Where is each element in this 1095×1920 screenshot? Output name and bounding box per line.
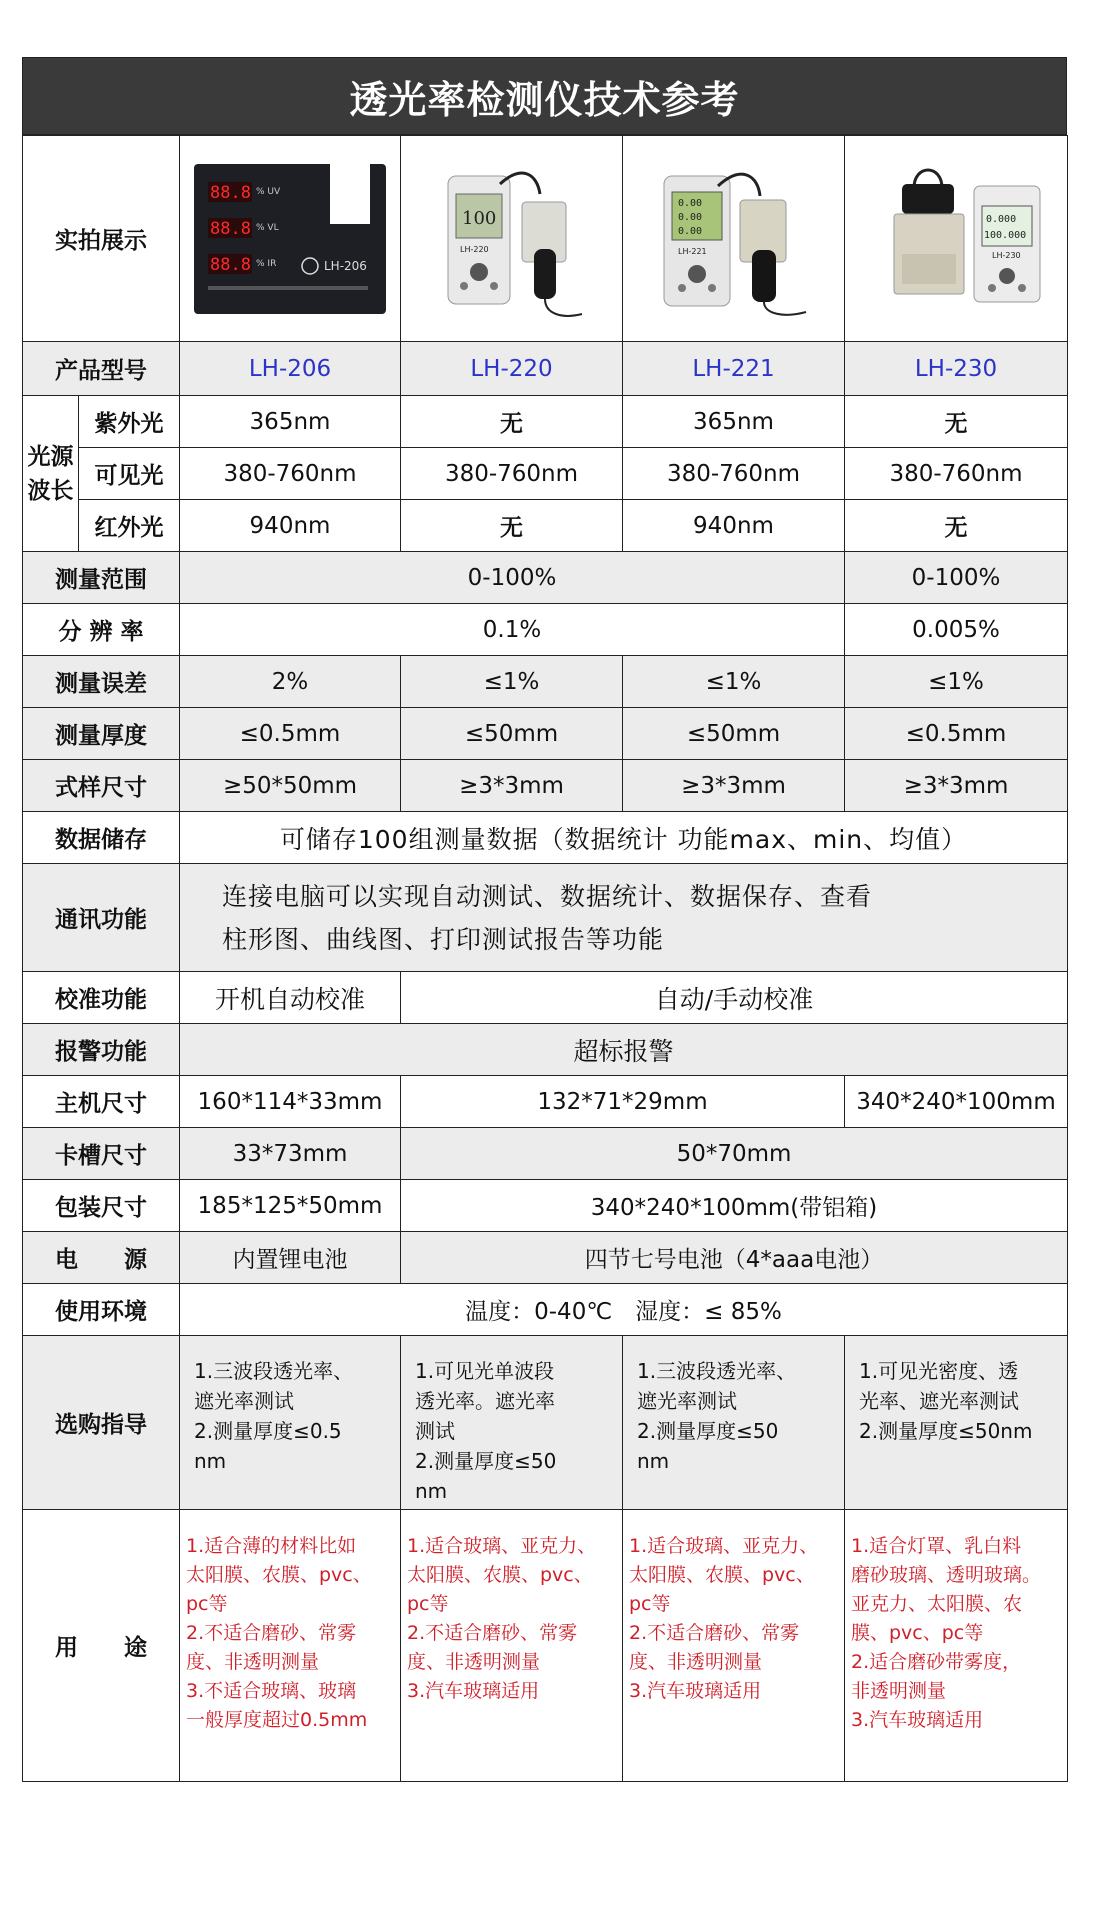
- row-label-visible: 可见光: [79, 448, 180, 500]
- product-photo-lh206: [180, 136, 401, 342]
- usage-text: 1.适合玻璃、亚克力、 太阳膜、农膜、pvc、 pc等 2.不适合磨砂、常雾 度、非透明测量 3.汽车玻璃适用: [407, 1535, 597, 1702]
- uv-row: [23, 396, 1068, 448]
- row-label-storage: 数据储存: [23, 812, 180, 864]
- svg-text:LH-221: LH-221: [677, 246, 707, 256]
- power-value: 内置锂电池: [180, 1232, 401, 1284]
- sample-size-value: ≥3*3mm: [845, 760, 1068, 812]
- sample-size-row: [23, 760, 1068, 812]
- thickness-value: ≤0.5mm: [180, 708, 401, 760]
- environment-value: 温度：0-40℃ 湿度：≤ 85%: [180, 1284, 1068, 1336]
- svg-text:88.8: 88.8: [210, 254, 251, 275]
- svg-text:0.00: 0.00: [677, 197, 702, 209]
- svg-text:100.000: 100.000: [984, 229, 1027, 241]
- guide-text: 1.可见光密度、透 光率、遮光率测试 2.测量厚度≤50nm: [859, 1359, 1033, 1443]
- svg-text:LH-220: LH-220: [459, 244, 489, 254]
- page-title: 透光率检测仪技术参考: [22, 57, 1067, 135]
- row-label-communication: 通讯功能: [23, 864, 180, 972]
- usage-cell: [180, 1510, 401, 1782]
- uv-value: 无: [845, 396, 1068, 448]
- product-photo-lh230: [845, 136, 1068, 342]
- svg-text:% IR: % IR: [256, 258, 277, 269]
- usage-text: 1.适合灯罩、乳白料 磨砂玻璃、透明玻璃。 亚克力、太阳膜、农 膜、pvc、pc等 2.适合磨砂带雾度， 非透明测量 3.汽车玻璃适用: [851, 1535, 1042, 1731]
- model-lh206: LH-206: [180, 342, 401, 396]
- visible-value: 380-760nm: [623, 448, 845, 500]
- storage-row: [23, 812, 1068, 864]
- power-value: 四节七号电池（4*aaa电池）: [401, 1232, 1068, 1284]
- row-label-resolution: 分 辨 率: [23, 604, 180, 656]
- row-label-power: 电 源: [23, 1232, 180, 1284]
- row-label-host-size: 主机尺寸: [23, 1076, 180, 1128]
- uv-value: 365nm: [623, 396, 845, 448]
- host-size-value: 132*71*29mm: [401, 1076, 845, 1128]
- guide-text: 1.三波段透光率、 遮光率测试 2.测量厚度≤50 nm: [637, 1359, 797, 1473]
- model-lh220: LH-220: [401, 342, 623, 396]
- row-label-guide: 选购指导: [23, 1336, 180, 1510]
- usage-text: 1.适合玻璃、亚克力、 太阳膜、农膜、pvc、 pc等 2.不适合磨砂、常雾 度、非透明测量 3.汽车玻璃适用: [629, 1535, 819, 1702]
- row-label-error: 测量误差: [23, 656, 180, 708]
- svg-text:% UV: % UV: [256, 186, 281, 197]
- error-value: ≤1%: [623, 656, 845, 708]
- visible-value: 380-760nm: [180, 448, 401, 500]
- row-label-usage: 用 途: [23, 1510, 180, 1782]
- storage-value: 可储存100组测量数据（数据统计 功能max、min、均值）: [180, 812, 1068, 864]
- row-label-alarm: 报警功能: [23, 1024, 180, 1076]
- communication-row: [23, 864, 1068, 972]
- thickness-value: ≤0.5mm: [845, 708, 1068, 760]
- host-size-value: 160*114*33mm: [180, 1076, 401, 1128]
- alarm-row: [23, 1024, 1068, 1076]
- row-label-thickness: 测量厚度: [23, 708, 180, 760]
- host-size-value: 340*240*100mm: [845, 1076, 1068, 1128]
- model-row: [23, 342, 1068, 396]
- spec-table: [22, 135, 1068, 1782]
- row-label-light-source: 光源 波长: [23, 396, 79, 552]
- package-size-value: 340*240*100mm(带铝箱): [401, 1180, 1068, 1232]
- row-label-package-size: 包装尺寸: [23, 1180, 180, 1232]
- thickness-value: ≤50mm: [401, 708, 623, 760]
- svg-text:88.8: 88.8: [210, 218, 251, 239]
- uv-value: 无: [401, 396, 623, 448]
- svg-text:0.000: 0.000: [986, 213, 1017, 225]
- row-label-sample-size: 式样尺寸: [23, 760, 180, 812]
- alarm-value: 超标报警: [180, 1024, 1068, 1076]
- product-photo-lh221: [623, 136, 845, 342]
- communication-value: 连接电脑可以实现自动测试、数据统计、数据保存、查看 柱形图、曲线图、打印测试报告等功能: [222, 881, 873, 954]
- spec-sheet: [22, 57, 1067, 1782]
- row-label-photo: 实拍展示: [23, 136, 180, 342]
- error-value: ≤1%: [401, 656, 623, 708]
- visible-value: 380-760nm: [401, 448, 623, 500]
- ir-value: 940nm: [180, 500, 401, 552]
- guide-text: 1.可见光单波段 透光率。遮光率 测试 2.测量厚度≤50 nm: [415, 1359, 557, 1503]
- model-lh221: LH-221: [623, 342, 845, 396]
- visible-value: 380-760nm: [845, 448, 1068, 500]
- ir-value: 无: [401, 500, 623, 552]
- row-label-slot-size: 卡槽尺寸: [23, 1128, 180, 1180]
- svg-text:% VL: % VL: [256, 222, 279, 233]
- resolution-value: 0.1%: [180, 604, 845, 656]
- svg-text:LH-230: LH-230: [992, 250, 1021, 260]
- guide-row: [23, 1336, 1068, 1510]
- row-label-uv: 紫外光: [79, 396, 180, 448]
- guide-cell: [401, 1336, 623, 1510]
- row-label-range: 测量范围: [23, 552, 180, 604]
- calibration-row: [23, 972, 1068, 1024]
- usage-cell: [845, 1510, 1068, 1782]
- visible-row: [23, 448, 1068, 500]
- ir-value: 940nm: [623, 500, 845, 552]
- photo-row: [23, 136, 1068, 342]
- error-value: 2%: [180, 656, 401, 708]
- guide-cell: [623, 1336, 845, 1510]
- thickness-row: [23, 708, 1068, 760]
- host-size-row: [23, 1076, 1068, 1128]
- package-size-row: [23, 1180, 1068, 1232]
- ir-value: 无: [845, 500, 1068, 552]
- usage-text: 1.适合薄的材料比如 太阳膜、农膜、pvc、 pc等 2.不适合磨砂、常雾 度、非透明测量 3.不适合玻璃、玻璃 一般厚度超过0.5mm: [186, 1535, 372, 1731]
- calibration-value: 自动/手动校准: [401, 972, 1068, 1024]
- row-label-ir: 红外光: [79, 500, 180, 552]
- resolution-row: [23, 604, 1068, 656]
- svg-text:88.8: 88.8: [210, 182, 251, 203]
- sample-size-value: ≥3*3mm: [623, 760, 845, 812]
- usage-cell: [623, 1510, 845, 1782]
- usage-row: [23, 1510, 1068, 1782]
- row-label-calibration: 校准功能: [23, 972, 180, 1024]
- calibration-value: 开机自动校准: [180, 972, 401, 1024]
- sample-size-value: ≥3*3mm: [401, 760, 623, 812]
- svg-text:LH-206: LH-206: [324, 258, 367, 273]
- sample-size-value: ≥50*50mm: [180, 760, 401, 812]
- row-label-model: 产品型号: [23, 342, 180, 396]
- error-row: [23, 656, 1068, 708]
- slot-size-value: 50*70mm: [401, 1128, 1068, 1180]
- svg-text:0.00: 0.00: [677, 211, 702, 223]
- uv-value: 365nm: [180, 396, 401, 448]
- guide-cell: [180, 1336, 401, 1510]
- resolution-value: 0.005%: [845, 604, 1068, 656]
- thickness-value: ≤50mm: [623, 708, 845, 760]
- error-value: ≤1%: [845, 656, 1068, 708]
- range-row: [23, 552, 1068, 604]
- ir-row: [23, 500, 1068, 552]
- communication-cell: [180, 864, 1068, 972]
- package-size-value: 185*125*50mm: [180, 1180, 401, 1232]
- power-row: [23, 1232, 1068, 1284]
- row-label-environment: 使用环境: [23, 1284, 180, 1336]
- range-value: 0-100%: [845, 552, 1068, 604]
- model-lh230: LH-230: [845, 342, 1068, 396]
- guide-cell: [845, 1336, 1068, 1510]
- environment-row: [23, 1284, 1068, 1336]
- usage-cell: [401, 1510, 623, 1782]
- product-photo-lh220: [401, 136, 623, 342]
- slot-size-value: 33*73mm: [180, 1128, 401, 1180]
- svg-text:100: 100: [461, 207, 496, 229]
- slot-size-row: [23, 1128, 1068, 1180]
- guide-text: 1.三波段透光率、 遮光率测试 2.测量厚度≤0.5 nm: [194, 1359, 354, 1473]
- range-value: 0-100%: [180, 552, 845, 604]
- svg-text:0.00: 0.00: [677, 225, 702, 237]
